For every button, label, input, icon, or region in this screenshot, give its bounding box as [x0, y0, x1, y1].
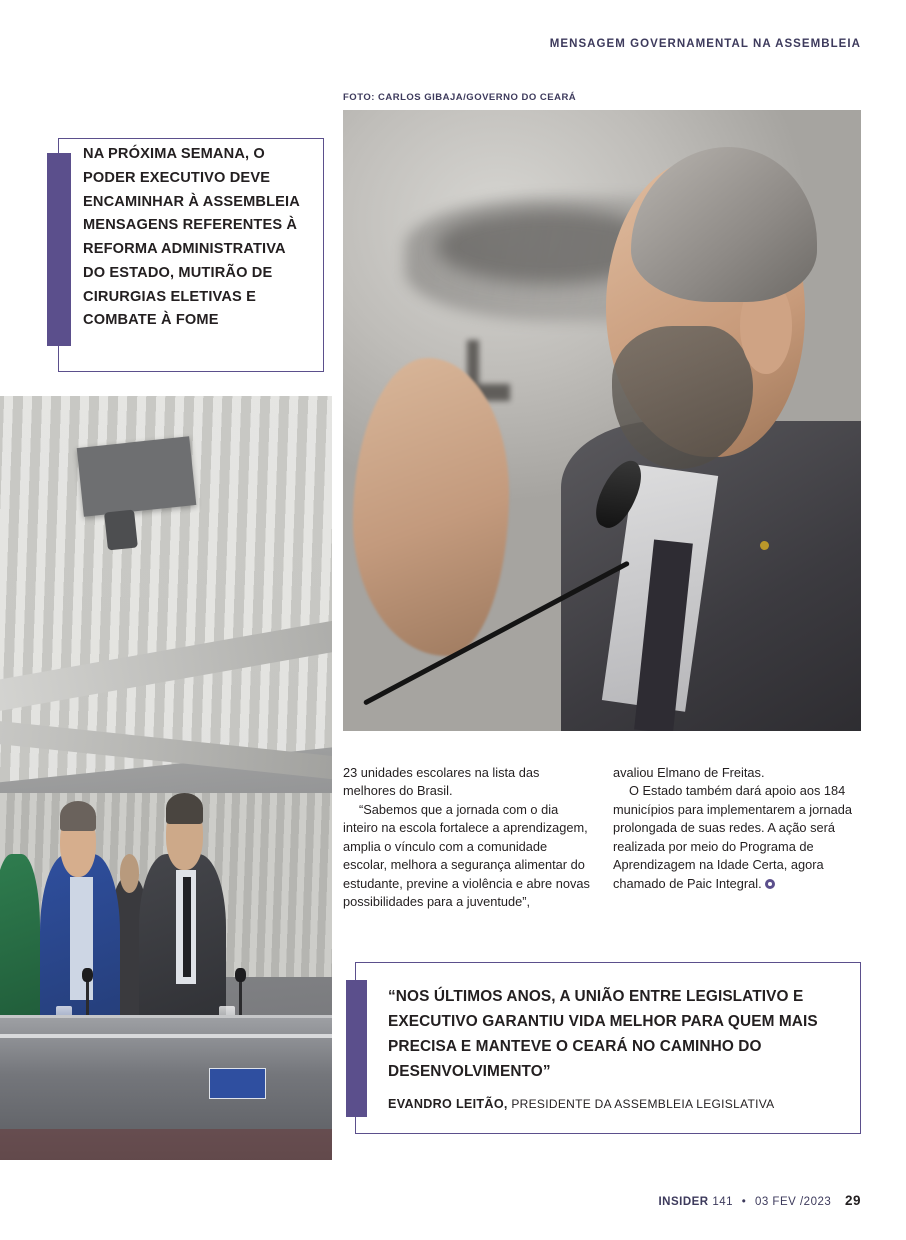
- page-number: 29: [844, 1193, 861, 1208]
- pullquote-bottom-attribution: [388, 1097, 774, 1111]
- attendee-green: [0, 854, 40, 1037]
- plenary-floor: [0, 1129, 332, 1160]
- paragraph: “Sabemos que a jornada com o dia inteiro na escola fortalece a aprendizagem, amplia o vínculo com a comunidade escolar, melhora a segurança alimentar do estudante, previne a violência e abre novas possibilidades para a juventude”,: [343, 801, 590, 909]
- photo-plenary-session: [0, 396, 332, 1160]
- pullquote-top-text: NA PRÓXIMA SEMANA, O PODER EXECUTIVO DEVE ENCAMINHAR À ASSEMBLEIA MENSAGENS REFERENTES À REFORMA ADMINISTRATIVA DO ESTADO, MUTIRÃO DE CIRURGIAS ELETIVAS E COMBATE À FOME: [83, 146, 300, 329]
- footer-issue: 141: [712, 1196, 733, 1208]
- pullquote-bottom-accent-bar: [346, 980, 367, 1117]
- photo-governor-speaking: [343, 110, 861, 731]
- attendee-dark-tie: [183, 877, 191, 976]
- paragraph-text: O Estado também dará apoio aos 184 municípios para implementarem a jornada prolongada de suas redes. A ação será realizada por meio do Programa de Aprendizagem na Idade Certa, agora chamado de Paic Integral.: [613, 783, 852, 891]
- desk-nameplate: [209, 1068, 265, 1099]
- paragraph-with-endmark: [613, 782, 861, 893]
- body-column-1: [343, 764, 591, 911]
- body-column-2: [613, 764, 861, 893]
- gesturing-hand: [353, 358, 508, 656]
- page-footer: [658, 1193, 861, 1208]
- pullquote-top: [58, 138, 324, 372]
- paragraph: avaliou Elmano de Freitas.: [613, 765, 765, 780]
- plenary-desk-edge: [0, 1034, 332, 1038]
- end-of-article-icon: [765, 879, 775, 889]
- security-camera-icon: [104, 509, 138, 550]
- footer-brand: INSIDER: [658, 1196, 709, 1208]
- pullquote-bottom: [355, 962, 861, 1134]
- speaker-figure: [561, 147, 861, 731]
- quote-author: EVANDRO LEITÃO,: [388, 1097, 508, 1111]
- speaker-hair: [631, 147, 817, 302]
- photo-credit: FOTO: CARLOS GIBAJA/GOVERNO DO CEARÁ: [343, 92, 577, 103]
- pullquote-bottom-text: “NOS ÚLTIMOS ANOS, A UNIÃO ENTRE LEGISLATIVO E EXECUTIVO GARANTIU VIDA MELHOR PARA QUEM MAIS PRECISA E MANTEVE O CEARÁ NO CAMINHO DO DESENVOLVIMENTO”: [388, 988, 818, 1080]
- attendee-background-head: [120, 854, 140, 892]
- footer-date: 03 FEV /2023: [754, 1196, 832, 1208]
- paragraph: 23 unidades escolares na lista das melhores do Brasil.: [343, 765, 540, 799]
- lapel-pin-icon: [760, 541, 769, 550]
- attendee-blue-hair: [60, 801, 97, 832]
- pullquote-top-accent-bar: [47, 153, 71, 346]
- running-head: MENSAGEM GOVERNAMENTAL NA ASSEMBLEIA: [549, 38, 861, 50]
- quote-role: PRESIDENTE DA ASSEMBLEIA LEGISLATIVA: [507, 1097, 775, 1111]
- attendee-dark-hair: [166, 793, 203, 824]
- ceiling-panel: [76, 436, 195, 516]
- footer-separator: •: [741, 1196, 747, 1208]
